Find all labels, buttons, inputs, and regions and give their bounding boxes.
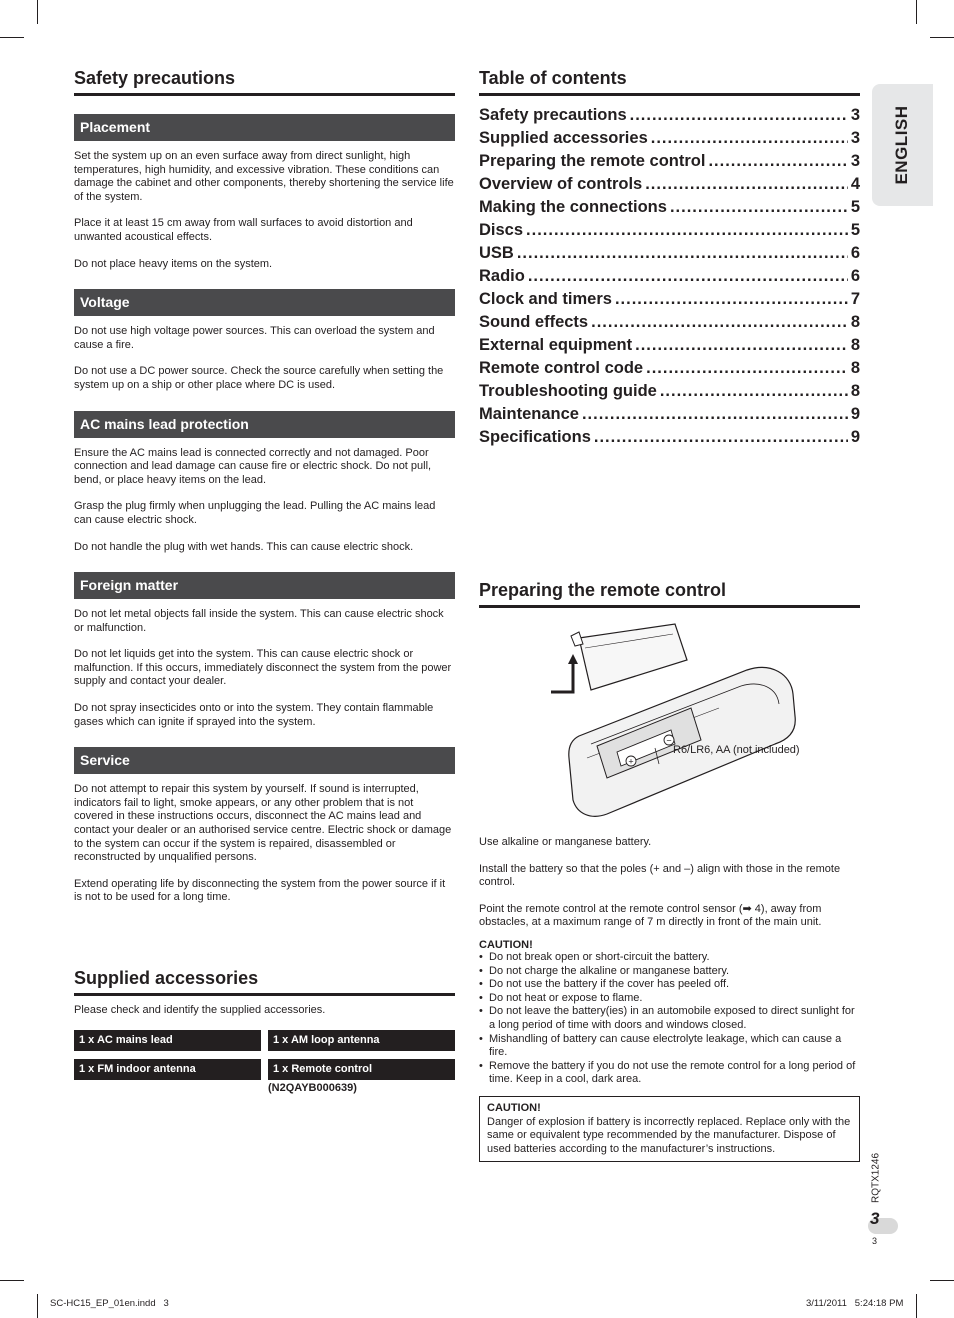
battery-caption	[673, 744, 800, 756]
svg-text:+: +	[628, 756, 634, 767]
section-heading-ac-mains: AC mains lead protection	[74, 411, 455, 438]
caution-box-text: Danger of explosion if battery is incorrectly replaced. Replace only with the same or equivalent type recommended by the manufacturer. Dispose of used batteries according to the manufacturer’s instructions.	[487, 1115, 851, 1155]
toc-entry[interactable]: Discs ..... 5	[479, 221, 860, 244]
list-item: • Mishandling of battery can cause electrolyte leakage, which can cause a fire.	[479, 1033, 860, 1060]
paragraph: Do not attempt to repair this system by yourself. If sound is interrupted, indicators fail to light, smoke appears, or any other problem that is not covered in these instructions occurs, disconnect the AC mains lead and contact your dealer or an authorised service centre. Electric shock or damage to the system can occur if the system is repaired, disassembled or reconstructed by unqualified persons.	[74, 783, 452, 864]
footer-timestamp: 3/11/2011 5:24:18 PM	[806, 1298, 904, 1309]
battery-note: (not included)	[732, 744, 800, 756]
paragraph: Do not place heavy items on the system.	[74, 257, 273, 270]
accessory-item: 1 x AM loop antenna	[268, 1030, 455, 1051]
battery-illustration	[479, 608, 860, 836]
accessories-title: Supplied accessories	[74, 968, 455, 996]
list-item: • Do not break open or short-circuit the battery.	[479, 951, 860, 965]
toc-title: Table of contents	[479, 68, 860, 96]
paragraph: Do not let metal objects fall inside the system. This can cause electric shock or malfunction.	[74, 608, 444, 634]
page-number-small: 3	[872, 1236, 878, 1246]
page-number: 3	[870, 1209, 880, 1228]
accessory-item: 1 x AC mains lead	[74, 1030, 261, 1051]
toc-entry[interactable]: Supplied accessories ..... 3	[479, 129, 860, 152]
left-column	[74, 68, 455, 1094]
toc-entry[interactable]: USB ..... 6	[479, 244, 860, 267]
toc-entry[interactable]: Specifications ..... 9	[479, 428, 860, 451]
remote-title: Preparing the remote control	[479, 580, 860, 608]
toc-entry[interactable]: Sound effects ..... 8	[479, 313, 860, 336]
right-column	[479, 68, 860, 1162]
section-heading-foreign-matter: Foreign matter	[74, 572, 455, 599]
toc-entry[interactable]: Safety precautions ..... 3	[479, 106, 860, 129]
battery-label: R6/LR6, AA	[673, 744, 730, 756]
paragraph: Do not use high voltage power sources. This can overload the system and cause a fire.	[74, 325, 435, 351]
svg-text:−: −	[666, 735, 672, 746]
toc-entry[interactable]: Clock and timers ..... 7	[479, 290, 860, 313]
toc-entry[interactable]: External equipment ..... 8	[479, 336, 860, 359]
toc-entry[interactable]: Overview of controls ..... 4	[479, 175, 860, 198]
paragraph: Do not spray insecticides onto or into the system. They contain flammable gases which can ignite if sprayed into the system.	[74, 702, 434, 728]
language-tab-label: ENGLISH	[892, 105, 911, 185]
list-item: • Do not heat or expose to flame.	[479, 992, 860, 1006]
language-tab	[872, 84, 933, 206]
caution-title: CAUTION!	[479, 938, 533, 951]
toc-entry[interactable]: Remote control code ..... 8	[479, 359, 860, 382]
section-heading-voltage: Voltage	[74, 289, 455, 316]
paragraph: Extend operating life by disconnecting the system from the power source if it is not to be used for a long time.	[74, 877, 446, 904]
caution-box-title: CAUTION!	[487, 1101, 541, 1114]
accessory-item: 1 x FM indoor antenna	[74, 1059, 261, 1080]
paragraph: Do not use a DC power source. Check the source carefully when setting the system up on a ship or other place where DC is used.	[74, 365, 444, 391]
paragraph: Do not let liquids get into the system. This can cause electric shock or malfunction. If this occurs, immediately disconnect the system from the power supply and contact your dealer.	[74, 648, 452, 688]
caution-box	[479, 1096, 860, 1162]
toc-entry[interactable]: Preparing the remote control ..... 3	[479, 152, 860, 175]
list-item: • Do not leave the battery(ies) in an automobile exposed to direct sunlight for a long period of time with doors and windows closed.	[479, 1005, 860, 1032]
doc-code: RQTX1246	[870, 1152, 882, 1204]
toc-entry[interactable]: Making the connections ..... 5	[479, 198, 860, 221]
toc-entry[interactable]: Troubleshooting guide ..... 8	[479, 382, 860, 405]
list-item: • Remove the battery if you do not use the remote control for a long period of time. Keep in a cool, dark area.	[479, 1060, 860, 1087]
paragraph: Install the battery so that the poles (+ and –) align with those in the remote control.	[479, 862, 841, 889]
paragraph: Place it at least 15 cm away from wall surfaces to avoid distortion and unwanted acoustical effects.	[74, 217, 413, 243]
remote-control-code: (N2QAYB000639)	[268, 1081, 357, 1094]
toc-entry[interactable]: Radio ..... 6	[479, 267, 860, 290]
table-of-contents	[479, 106, 860, 451]
accessory-item: 1 x Remote control	[268, 1059, 455, 1080]
accessories-list	[74, 1030, 455, 1080]
list-item: • Do not use the battery if the cover has peeled off.	[479, 978, 860, 992]
paragraph: Use alkaline or manganese battery.	[479, 836, 652, 848]
remote-battery-drawing	[479, 608, 860, 836]
caution-list	[479, 951, 860, 1087]
list-item: • Do not charge the alkaline or manganese battery.	[479, 965, 860, 979]
paragraph: Set the system up on an even surface away from direct sunlight, high temperatures, high humidity, and excessive vibration. These conditions can damage the cabinet and other components, thereby shortening the service life of the system.	[74, 150, 454, 203]
paragraph: Point the remote control at the remote control sensor (➡ 4), away from obstacles, at a maximum range of 7 m directly in front of the main unit.	[479, 902, 822, 929]
paragraph: Ensure the AC mains lead is connected correctly and not damaged. Poor connection and lead damage can cause fire or electric shock. Do not pull, bend, or place heavy items on the lead.	[74, 446, 432, 486]
section-heading-placement: Placement	[74, 114, 455, 141]
footer-file: SC-HC15_EP_01en.indd 3	[50, 1298, 169, 1309]
paragraph: Do not handle the plug with wet hands. This can cause electric shock.	[74, 540, 414, 553]
section-heading-service: Service	[74, 747, 455, 774]
safety-title: Safety precautions	[74, 68, 455, 96]
toc-entry[interactable]: Maintenance ..... 9	[479, 405, 860, 428]
accessories-intro: Please check and identify the supplied accessories.	[74, 1004, 326, 1016]
paragraph: Grasp the plug firmly when unplugging the lead. Pulling the AC mains lead can cause electric shock.	[74, 500, 436, 526]
